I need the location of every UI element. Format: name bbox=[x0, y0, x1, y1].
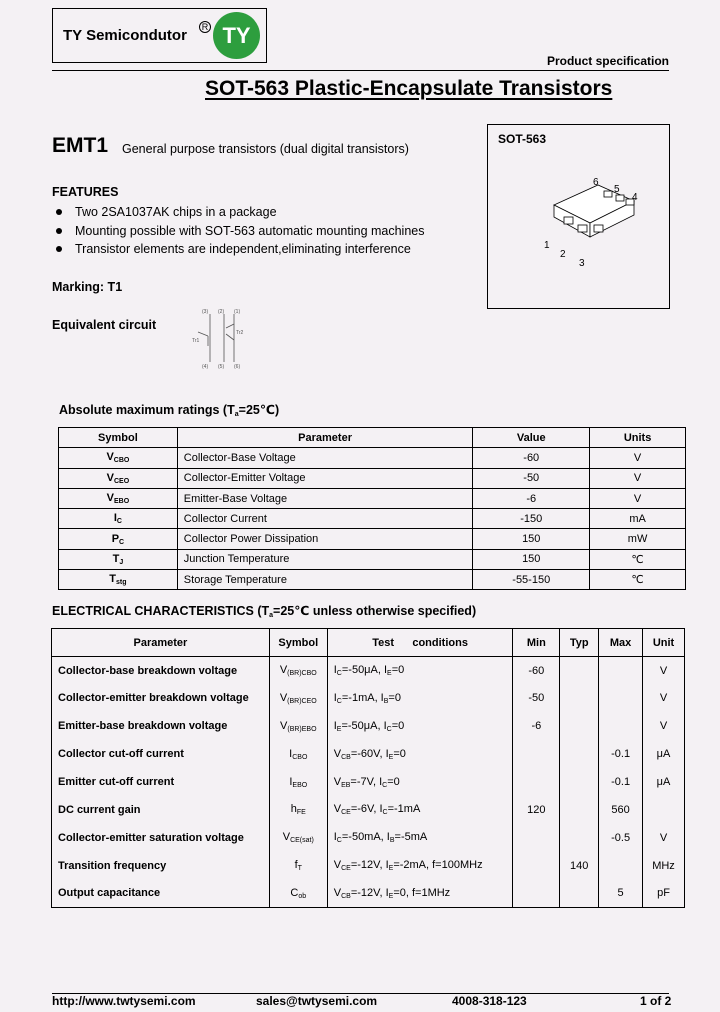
column-header: Min bbox=[513, 629, 560, 657]
test-condition-cell: $V_{EB}=-7V$, $I_C=0$ bbox=[327, 768, 513, 796]
footer-website-link[interactable]: http://www.twtysemi.com bbox=[52, 994, 196, 1008]
pin-number: 1 bbox=[544, 240, 550, 251]
symbol-cell: $f_T$ bbox=[269, 852, 327, 880]
subscript: E bbox=[336, 725, 342, 733]
table-row bbox=[59, 529, 686, 549]
min-cell bbox=[513, 768, 560, 796]
subscript: C bbox=[386, 725, 392, 733]
pin-number: 4 bbox=[632, 192, 638, 203]
table-row bbox=[59, 570, 686, 590]
column-header: Value bbox=[473, 428, 590, 448]
unit-cell: ℃ bbox=[590, 570, 686, 590]
unit-cell: V bbox=[643, 684, 685, 712]
pin-label: (1) bbox=[234, 309, 241, 315]
test-condition-cell: $V_{CB}=-60V$, $I_E=0$ bbox=[327, 740, 513, 768]
test-condition-cell: $I_C=-50\mu A$, $I_E=0$ bbox=[327, 657, 513, 685]
absolute-max-ratings-table bbox=[58, 427, 686, 590]
typ-cell bbox=[560, 796, 599, 824]
subscript: CB bbox=[341, 892, 351, 900]
parameter-cell: Collector-emitter breakdown voltage bbox=[52, 684, 270, 712]
subscript: CE bbox=[341, 809, 351, 817]
column-header: Test conditions bbox=[327, 629, 513, 657]
subscript: CE bbox=[341, 865, 351, 873]
footer-phone: 4008-318-123 bbox=[452, 994, 527, 1008]
typ-cell bbox=[560, 880, 599, 908]
parameter-cell: Collector cut-off current bbox=[52, 740, 270, 768]
pin-number: 2 bbox=[560, 249, 566, 260]
column-header: Symbol bbox=[59, 428, 178, 448]
transistor-label: Tr2 bbox=[236, 330, 244, 336]
value-cell: -60 bbox=[473, 448, 590, 468]
symbol-cell: $V_{CE(sat)}$ bbox=[269, 824, 327, 852]
typ-cell bbox=[560, 657, 599, 685]
unit-cell: V bbox=[590, 488, 686, 508]
table-row bbox=[59, 468, 686, 488]
parameter-cell: Emitter-Base Voltage bbox=[177, 488, 473, 508]
test-condition-cell: $I_E=-50\mu A$, $I_C=0$ bbox=[327, 712, 513, 740]
parameter-cell: Collector-Emitter Voltage bbox=[177, 468, 473, 488]
pin-label: (5) bbox=[218, 364, 225, 370]
column-header: Max bbox=[599, 629, 643, 657]
company-logo bbox=[52, 8, 267, 63]
symbol-cell: $V_{(BR)CBO}$ bbox=[269, 657, 327, 685]
table-header-row bbox=[52, 629, 685, 657]
typ-cell bbox=[560, 740, 599, 768]
parameter-cell: Emitter-base breakdown voltage bbox=[52, 712, 270, 740]
table-row bbox=[52, 740, 685, 768]
test-condition-cell: $I_C=-1mA$, $I_B=0$ bbox=[327, 684, 513, 712]
subscript: B bbox=[383, 697, 389, 705]
pin-number: 6 bbox=[593, 177, 599, 188]
features-heading: FEATURES bbox=[52, 185, 119, 199]
table-row bbox=[59, 488, 686, 508]
typ-cell: 140 bbox=[560, 852, 599, 880]
symbol-cell: $V_{CEO}$ bbox=[59, 468, 178, 488]
table-row bbox=[59, 509, 686, 529]
subscript: B bbox=[389, 837, 395, 845]
subscript: C bbox=[336, 670, 342, 678]
symbol-cell: $V_{(BR)CEO}$ bbox=[269, 684, 327, 712]
electrical-characteristics-table bbox=[51, 628, 685, 908]
unit-cell: mW bbox=[590, 529, 686, 549]
pin-label: (3) bbox=[202, 309, 209, 315]
parameter-cell: Storage Temperature bbox=[177, 570, 473, 590]
max-cell: 5 bbox=[599, 880, 643, 908]
column-header: Unit bbox=[643, 629, 685, 657]
marking-label: Marking: T1 bbox=[52, 280, 123, 294]
table-row bbox=[52, 768, 685, 796]
registered-mark: R bbox=[199, 21, 211, 33]
max-cell bbox=[599, 657, 643, 685]
package-label: SOT-563 bbox=[498, 132, 547, 146]
unit-cell: V bbox=[643, 657, 685, 685]
unit-cell: V bbox=[590, 468, 686, 488]
subscript: E bbox=[388, 892, 394, 900]
min-cell bbox=[513, 824, 560, 852]
symbol-cell: $h_{FE}$ bbox=[269, 796, 327, 824]
subscript: E bbox=[387, 670, 392, 678]
parameter-cell: Collector-base breakdown voltage bbox=[52, 657, 270, 685]
equivalent-circuit-label: Equivalent circuit bbox=[52, 318, 157, 332]
subscript: E bbox=[388, 865, 394, 873]
unit-cell: pF bbox=[643, 880, 685, 908]
feature-text: Mounting possible with SOT-563 automatic mounting machines bbox=[75, 224, 425, 238]
table-row bbox=[52, 852, 685, 880]
value-cell: 150 bbox=[473, 549, 590, 569]
table-row bbox=[52, 824, 685, 852]
max-cell: -0.5 bbox=[599, 824, 643, 852]
bullet-icon bbox=[56, 246, 62, 252]
typ-cell bbox=[560, 768, 599, 796]
unit-cell: ℃ bbox=[590, 549, 686, 569]
min-cell: 120 bbox=[513, 796, 560, 824]
subscript: C bbox=[336, 697, 342, 705]
column-header: Units bbox=[590, 428, 686, 448]
parameter-cell: DC current gain bbox=[52, 796, 270, 824]
subscript: EB bbox=[341, 781, 351, 789]
typ-cell bbox=[560, 712, 599, 740]
min-cell bbox=[513, 852, 560, 880]
test-condition-cell: $I_C=-50mA$, $I_B=-5mA$ bbox=[327, 824, 513, 852]
symbol-cell: $C_{ob}$ bbox=[269, 880, 327, 908]
value-cell: -50 bbox=[473, 468, 590, 488]
unit-cell: V bbox=[590, 448, 686, 468]
unit-cell: V bbox=[643, 824, 685, 852]
unit-cell: mA bbox=[590, 509, 686, 529]
value-cell: -6 bbox=[473, 488, 590, 508]
typ-cell bbox=[560, 684, 599, 712]
column-header: Typ bbox=[560, 629, 599, 657]
subscript: C bbox=[382, 809, 388, 817]
parameter-cell: Collector Current bbox=[177, 509, 473, 529]
symbol-cell: $T_{stg}$ bbox=[59, 570, 178, 590]
absolute-max-ratings-title: Absolute maximum ratings $(T_a=25℃)$ bbox=[59, 403, 280, 418]
table-row bbox=[52, 796, 685, 824]
logo-emblem: TY bbox=[213, 12, 260, 59]
min-cell bbox=[513, 880, 560, 908]
table-row bbox=[52, 657, 685, 685]
table-header-row bbox=[59, 428, 686, 448]
pin-label: (4) bbox=[202, 364, 209, 370]
table-row bbox=[59, 549, 686, 569]
parameter-cell: Collector-emitter saturation voltage bbox=[52, 824, 270, 852]
symbol-cell: $V_{CBO}$ bbox=[59, 448, 178, 468]
header-divider bbox=[52, 70, 669, 71]
sot563-package-drawing bbox=[528, 165, 658, 275]
symbol-cell: $I_C$ bbox=[59, 509, 178, 529]
max-cell bbox=[599, 852, 643, 880]
test-condition-cell: $V_{CB}=-12V$, $I_E=0$, f=1MHz bbox=[327, 880, 513, 908]
table-row bbox=[52, 684, 685, 712]
feature-item bbox=[56, 205, 277, 219]
max-cell bbox=[599, 712, 643, 740]
value-cell: -55-150 bbox=[473, 570, 590, 590]
value-cell: -150 bbox=[473, 509, 590, 529]
equivalent-circuit-diagram bbox=[190, 306, 260, 370]
pin-label: (2) bbox=[218, 309, 225, 315]
subscript: C bbox=[382, 781, 388, 789]
min-cell: -50 bbox=[513, 684, 560, 712]
max-cell bbox=[599, 684, 643, 712]
table-row bbox=[52, 880, 685, 908]
pin-label: (6) bbox=[234, 364, 241, 370]
feature-text: Transistor elements are independent,eliminating interference bbox=[75, 242, 411, 256]
subscript: CB bbox=[341, 753, 351, 761]
subscript: C bbox=[336, 837, 342, 845]
company-name: TY Semicondutor bbox=[63, 27, 187, 44]
max-cell: -0.1 bbox=[599, 768, 643, 796]
feature-item bbox=[56, 242, 411, 256]
column-header: Parameter bbox=[52, 629, 270, 657]
electrical-characteristics-title: ELECTRICAL CHARACTERISTICS ($T_a=25℃$ unless otherwise specified) bbox=[52, 604, 477, 619]
min-cell: -6 bbox=[513, 712, 560, 740]
pin-number: 3 bbox=[579, 258, 585, 269]
min-cell bbox=[513, 740, 560, 768]
symbol-cell: $I_{CBO}$ bbox=[269, 740, 327, 768]
parameter-cell: Output capacitance bbox=[52, 880, 270, 908]
symbol-cell: $V_{EBO}$ bbox=[59, 488, 178, 508]
unit-cell: μA bbox=[643, 768, 685, 796]
bullet-icon bbox=[56, 228, 62, 234]
subscript: E bbox=[388, 753, 394, 761]
symbol-cell: $P_C$ bbox=[59, 529, 178, 549]
parameter-cell: Collector-Base Voltage bbox=[177, 448, 473, 468]
footer-email-link[interactable]: sales@twtysemi.com bbox=[256, 994, 378, 1008]
parameter-cell: Collector Power Dissipation bbox=[177, 529, 473, 549]
unit-cell: V bbox=[643, 712, 685, 740]
feature-item bbox=[56, 224, 425, 238]
parameter-cell: Junction Temperature bbox=[177, 549, 473, 569]
symbol-cell: $T_J$ bbox=[59, 549, 178, 569]
test-condition-cell: $V_{CE}=-12V$, $I_E=-2mA$, f=100MHz bbox=[327, 852, 513, 880]
unit-cell: MHz bbox=[643, 852, 685, 880]
transistor-label: Tr1 bbox=[192, 338, 200, 344]
min-cell: -60 bbox=[513, 657, 560, 685]
symbol-cell: $V_{(BR)EBO}$ bbox=[269, 712, 327, 740]
unit-cell bbox=[643, 796, 685, 824]
document-title: SOT-563 Plastic-Encapsulate Transistors bbox=[205, 77, 613, 100]
table-row bbox=[59, 448, 686, 468]
table-row bbox=[52, 712, 685, 740]
pin-number: 5 bbox=[614, 184, 620, 195]
value-cell: 150 bbox=[473, 529, 590, 549]
max-cell: -0.1 bbox=[599, 740, 643, 768]
part-description: General purpose transistors (dual digital transistors) bbox=[122, 142, 409, 156]
unit-cell: μA bbox=[643, 740, 685, 768]
typ-cell bbox=[560, 824, 599, 852]
test-condition-cell: $V_{CE}=-6V$, $I_C=-1mA$ bbox=[327, 796, 513, 824]
bullet-icon bbox=[56, 209, 62, 215]
column-header: Symbol bbox=[269, 629, 327, 657]
parameter-cell: Emitter cut-off current bbox=[52, 768, 270, 796]
column-header: Parameter bbox=[177, 428, 473, 448]
page-number: 1 of 2 bbox=[640, 994, 672, 1008]
symbol-cell: $I_{EBO}$ bbox=[269, 768, 327, 796]
max-cell: 560 bbox=[599, 796, 643, 824]
feature-text: Two 2SA1037AK chips in a package bbox=[75, 205, 277, 219]
part-number: EMT1 bbox=[52, 134, 109, 157]
parameter-cell: Transition frequency bbox=[52, 852, 270, 880]
package-diagram-box bbox=[487, 124, 670, 309]
product-specification-label: Product specification bbox=[546, 54, 669, 68]
